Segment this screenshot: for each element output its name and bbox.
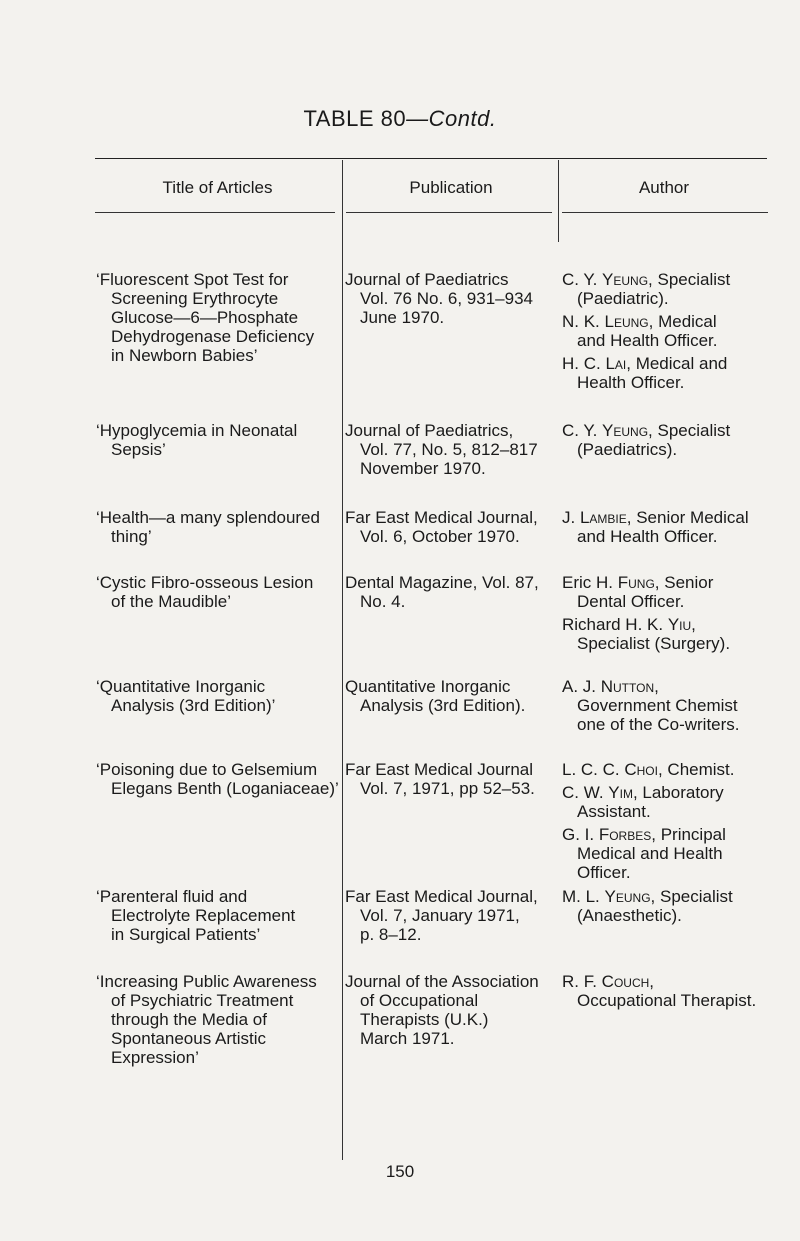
author-role-line: Government Chemist bbox=[577, 696, 738, 715]
publication-cell bbox=[345, 573, 539, 611]
publication-cell bbox=[345, 270, 533, 327]
author-role: , Medical and bbox=[626, 354, 728, 373]
author-role: , Chemist. bbox=[657, 760, 735, 779]
author-name-line bbox=[562, 508, 749, 527]
article-title-line: ‘Poisoning due to Gelsemium bbox=[96, 760, 318, 779]
article-title-line: Sepsis’ bbox=[111, 440, 166, 459]
author-entry bbox=[562, 508, 749, 546]
header-rule-publication bbox=[346, 212, 552, 213]
table-title-contd: —Contd. bbox=[406, 106, 497, 131]
author-role: , bbox=[649, 972, 655, 991]
publication-line: November 1970. bbox=[360, 459, 486, 478]
author-name-line bbox=[562, 270, 730, 289]
author-role-line: Dental Officer. bbox=[577, 592, 685, 611]
table-top-rule bbox=[95, 158, 767, 159]
author-surname: Choi bbox=[624, 760, 658, 779]
author-entry bbox=[562, 887, 733, 925]
author-role: , Medical bbox=[648, 312, 717, 331]
author-cell bbox=[562, 573, 730, 657]
author-initials: C. Y. bbox=[562, 421, 603, 440]
article-title-line: Glucose—6—Phosphate bbox=[111, 308, 299, 327]
author-initials: C. Y. bbox=[562, 270, 603, 289]
article-title-line: Dehydrogenase Deficiency bbox=[111, 327, 315, 346]
author-entry bbox=[562, 312, 730, 350]
author-cell bbox=[562, 421, 730, 463]
publication-line: Journal of Paediatrics bbox=[345, 270, 509, 289]
publication-line: Far East Medical Journal, bbox=[345, 508, 538, 527]
article-title-line: ‘Parenteral fluid and bbox=[96, 887, 248, 906]
publication-line: Far East Medical Journal bbox=[345, 760, 534, 779]
author-role-line: Health Officer. bbox=[577, 373, 685, 392]
article-title-cell bbox=[96, 508, 320, 546]
table-title-label: TABLE 80 bbox=[303, 106, 407, 131]
article-title-line: ‘Quantitative Inorganic bbox=[96, 677, 266, 696]
article-title-line: ‘Fluorescent Spot Test for bbox=[96, 270, 289, 289]
publication-line: March 1971. bbox=[360, 1029, 455, 1048]
author-surname: Fung bbox=[617, 573, 655, 592]
publication-cell bbox=[345, 972, 539, 1048]
author-name-line bbox=[562, 312, 730, 331]
author-surname: Forbes bbox=[598, 825, 652, 844]
article-title-line: through the Media of bbox=[111, 1010, 267, 1029]
author-role: , Specialist bbox=[650, 887, 733, 906]
author-name-line bbox=[562, 677, 740, 696]
author-name-line bbox=[562, 783, 735, 802]
author-role: , Principal bbox=[651, 825, 726, 844]
article-title-cell bbox=[96, 573, 313, 611]
publication-line: Journal of the Association bbox=[345, 972, 539, 991]
author-cell bbox=[562, 887, 733, 929]
author-name-line bbox=[562, 887, 733, 906]
header-publication: Publication bbox=[409, 178, 493, 197]
author-entry bbox=[562, 677, 740, 734]
author-role-line: one of the Co-writers. bbox=[577, 715, 740, 734]
publication-line: Vol. 7, January 1971, bbox=[360, 906, 520, 925]
author-initials: G. I. bbox=[562, 825, 599, 844]
publication-line: June 1970. bbox=[360, 308, 445, 327]
author-role: , bbox=[654, 677, 659, 696]
author-role-line: (Paediatric). bbox=[577, 289, 669, 308]
article-title-line: Analysis (3rd Edition)’ bbox=[111, 696, 276, 715]
author-surname: Couch bbox=[601, 972, 650, 991]
publication-line: Analysis (3rd Edition). bbox=[360, 696, 526, 715]
author-initials: L. C. C. bbox=[562, 760, 625, 779]
article-title-cell bbox=[96, 270, 314, 365]
publication-line: Vol. 7, 1971, pp 52–53. bbox=[360, 779, 535, 798]
publication-line: Vol. 6, October 1970. bbox=[360, 527, 520, 546]
table-title bbox=[0, 106, 800, 132]
publication-line: No. 4. bbox=[360, 592, 406, 611]
author-entry bbox=[562, 354, 730, 392]
author-surname: Lai bbox=[605, 354, 627, 373]
publication-line: Dental Magazine, Vol. 87, bbox=[345, 573, 539, 592]
author-role-line: (Anaesthetic). bbox=[577, 906, 682, 925]
author-role-line: (Paediatrics). bbox=[577, 440, 678, 459]
article-title-line: ‘Health—a many splendoured bbox=[96, 508, 320, 527]
article-title-line: ‘Increasing Public Awareness bbox=[96, 972, 317, 991]
author-role: , Laboratory bbox=[632, 783, 724, 802]
author-surname: Yeung bbox=[604, 887, 651, 906]
page-number: 150 bbox=[385, 1162, 415, 1181]
author-initials: A. J. bbox=[562, 677, 601, 696]
author-cell bbox=[562, 972, 756, 1014]
author-name-line bbox=[562, 615, 730, 634]
author-name-line bbox=[562, 825, 735, 844]
article-title-line: of the Maudible’ bbox=[111, 592, 232, 611]
publication-line: Far East Medical Journal, bbox=[345, 887, 538, 906]
author-name-line bbox=[562, 760, 735, 779]
author-surname: Yeung bbox=[602, 421, 649, 440]
header-rule-title bbox=[95, 212, 335, 213]
author-entry bbox=[562, 615, 730, 653]
article-title-line: in Newborn Babies’ bbox=[111, 346, 258, 365]
author-entry bbox=[562, 421, 730, 459]
publication-line: Journal of Paediatrics, bbox=[345, 421, 514, 440]
author-role-line: Occupational Therapist. bbox=[577, 991, 757, 1010]
publication-line: Quantitative Inorganic bbox=[345, 677, 511, 696]
author-cell bbox=[562, 760, 735, 886]
author-role-line: and Health Officer. bbox=[577, 527, 718, 546]
article-title-line: Expression’ bbox=[111, 1048, 199, 1067]
article-title-line: Elegans Benth (Loganiaceae)’ bbox=[111, 779, 339, 798]
publication-line: Vol. 76 No. 6, 931–934 bbox=[360, 289, 533, 308]
author-role-line: and Health Officer. bbox=[577, 331, 718, 350]
author-initials: N. K. bbox=[562, 312, 605, 331]
publication-line: Vol. 77, No. 5, 812–817 bbox=[360, 440, 538, 459]
author-role-line: Assistant. bbox=[577, 802, 651, 821]
author-surname: Lambie bbox=[579, 508, 627, 527]
author-entry bbox=[562, 760, 735, 779]
author-name-line bbox=[562, 421, 730, 440]
author-role-line: Specialist (Surgery). bbox=[577, 634, 731, 653]
article-title-line: Spontaneous Artistic bbox=[111, 1029, 266, 1048]
article-title-line: thing’ bbox=[111, 527, 152, 546]
author-entry bbox=[562, 783, 735, 821]
author-surname: Nutton bbox=[600, 677, 655, 696]
header-title-of-articles: Title of Articles bbox=[162, 178, 273, 197]
header-author: Author bbox=[638, 178, 690, 197]
article-title-cell bbox=[96, 677, 275, 715]
publication-cell bbox=[345, 677, 525, 715]
author-cell bbox=[562, 270, 730, 396]
author-surname: Yim bbox=[608, 783, 633, 802]
author-role-line: Officer. bbox=[577, 863, 631, 882]
publication-line: of Occupational bbox=[360, 991, 479, 1010]
author-name-line bbox=[562, 354, 730, 373]
publication-cell bbox=[345, 508, 538, 546]
author-role: , Senior bbox=[654, 573, 714, 592]
author-initials: Richard H. K. bbox=[562, 615, 668, 634]
article-title-line: ‘Hypoglycemia in Neonatal bbox=[96, 421, 298, 440]
article-title-cell bbox=[96, 972, 317, 1067]
publication-cell bbox=[345, 760, 535, 798]
author-initials: H. C. bbox=[562, 354, 606, 373]
publication-cell bbox=[345, 887, 538, 944]
publication-line: Therapists (U.K.) bbox=[360, 1010, 489, 1029]
publication-line: p. 8–12. bbox=[360, 925, 422, 944]
author-cell bbox=[562, 508, 749, 550]
author-initials: C. W. bbox=[562, 783, 609, 802]
publication-cell bbox=[345, 421, 538, 478]
author-initials: R. F. bbox=[562, 972, 602, 991]
author-role: , bbox=[691, 615, 696, 634]
author-entry bbox=[562, 270, 730, 308]
author-role: , Specialist bbox=[648, 421, 731, 440]
author-name-line bbox=[562, 573, 730, 592]
article-title-cell bbox=[96, 887, 295, 944]
article-title-line: Screening Erythrocyte bbox=[111, 289, 279, 308]
author-initials: Eric H. bbox=[562, 573, 618, 592]
article-title-line: of Psychiatric Treatment bbox=[111, 991, 294, 1010]
article-title-cell bbox=[96, 421, 297, 459]
author-surname: Yeung bbox=[602, 270, 649, 289]
author-initials: J. bbox=[562, 508, 580, 527]
article-title-cell bbox=[96, 760, 339, 798]
column-divider-2 bbox=[558, 160, 559, 242]
author-surname: Leung bbox=[604, 312, 649, 331]
author-entry bbox=[562, 972, 756, 1010]
author-name-line bbox=[562, 972, 756, 991]
author-role: , Senior Medical bbox=[626, 508, 749, 527]
author-surname: Yiu bbox=[667, 615, 692, 634]
article-title-line: Electrolyte Replacement bbox=[111, 906, 296, 925]
article-title-line: in Surgical Patients’ bbox=[111, 925, 261, 944]
author-role-line: Medical and Health bbox=[577, 844, 723, 863]
author-entry bbox=[562, 825, 735, 882]
author-role: , Specialist bbox=[648, 270, 731, 289]
author-initials: M. L. bbox=[562, 887, 605, 906]
header-rule-author bbox=[562, 212, 768, 213]
author-entry bbox=[562, 573, 730, 611]
article-title-line: ‘Cystic Fibro-osseous Lesion bbox=[96, 573, 314, 592]
author-cell bbox=[562, 677, 740, 738]
column-divider-1 bbox=[342, 160, 343, 1160]
